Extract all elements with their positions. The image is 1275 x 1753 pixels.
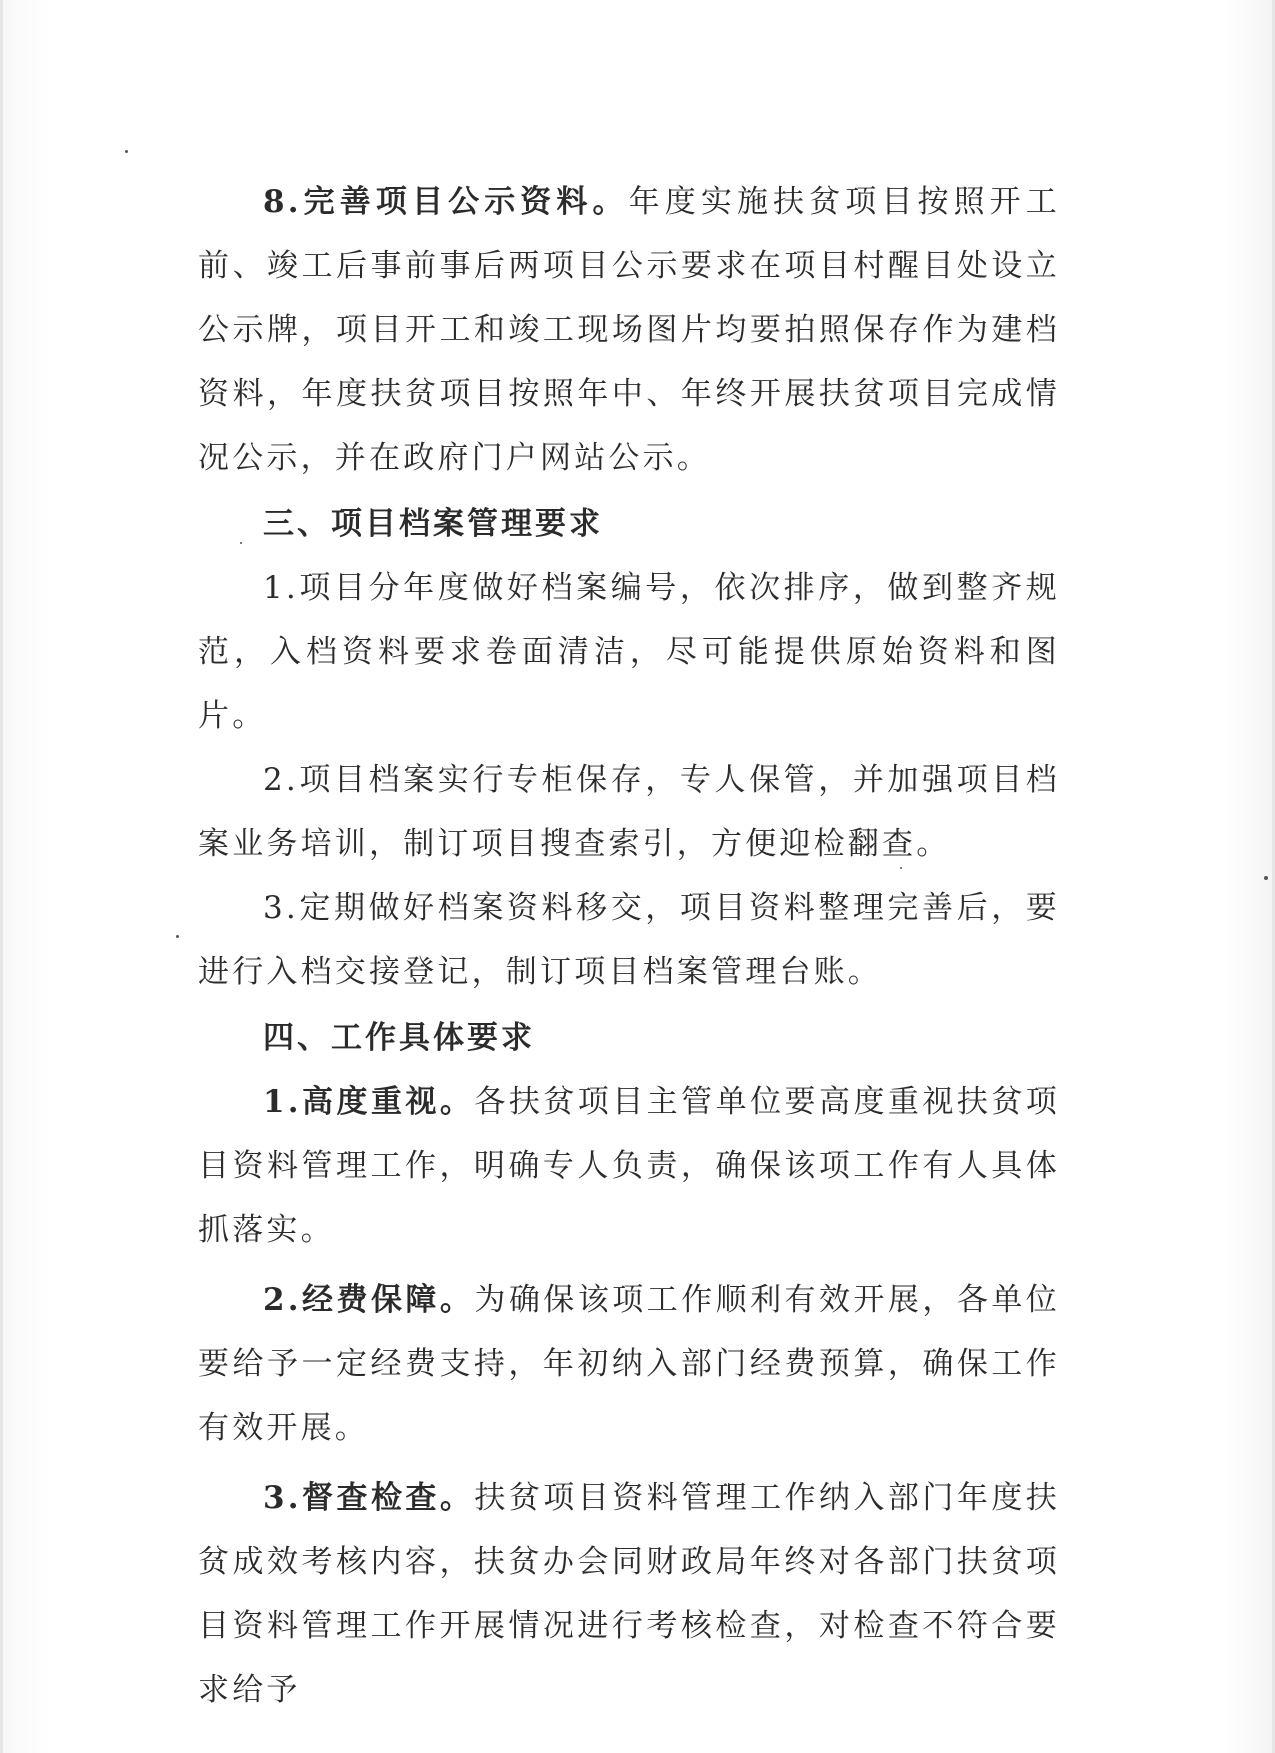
left-edge-shade — [0, 0, 3, 1753]
section-heading-3: 三、项目档案管理要求 — [263, 506, 603, 542]
scan-speck — [176, 935, 179, 938]
scan-speck — [1264, 876, 1268, 880]
paragraph-text: 为确保该项工作顺利有效开展，各单位要给予一定经费支持，年初纳入部门经费预算，确保工作有效开展。 — [198, 1282, 1060, 1446]
paragraph-text: 年度实施扶贫项目按照开工前、竣工后事前事后两项目公示要求在项目村醒目处设立公示牌，项目开工和竣工现场图片均要拍照保存作为建档资料，年度扶贫项目按照年中、年终开展扶贫项目完成情况公示，并在政府门户网站公示。 — [198, 184, 1060, 476]
scan-speck — [125, 150, 128, 153]
section-heading-4: 四、工作具体要求 — [263, 1020, 535, 1056]
paragraph-lead: 1.高度重视。 — [263, 1084, 475, 1120]
document-body — [198, 170, 1060, 1722]
paragraph-text: 扶贫项目资料管理工作纳入部门年度扶贫成效考核内容，扶贫办会同财政局年终对各部门扶贫项目资料管理工作开展情况进行考核检查，对检查不符合要求给予 — [198, 1480, 1060, 1708]
paragraph-text: 各扶贫项目主管单位要高度重视扶贫项目资料管理工作，明确专人负责，确保该项工作有人具体抓落实。 — [198, 1084, 1060, 1248]
paragraph-archive-handover: 3.定期做好档案资料移交，项目资料整理完善后，要进行入档交接登记，制订项目档案管理台账。 — [198, 890, 1060, 990]
paragraph-inspection — [198, 1466, 1060, 1722]
paragraph-archive-numbering: 1.项目分年度做好档案编号，依次排序，做到整齐规范，入档资料要求卷面清洁，尽可能提供原始资料和图片。 — [198, 570, 1060, 734]
paragraph-lead: 8.完善项目公示资料。 — [263, 184, 629, 220]
paragraph-publicity-materials — [198, 170, 1060, 490]
paragraph-lead: 3.督查检查。 — [263, 1480, 475, 1516]
paragraph-funding — [198, 1268, 1060, 1460]
paragraph-attention — [198, 1070, 1060, 1262]
paragraph-archive-storage: 2.项目档案实行专柜保存，专人保管，并加强项目档案业务培训，制订项目搜查索引，方便迎检翻查。 — [198, 762, 1060, 862]
paragraph-lead: 2.经费保障。 — [263, 1282, 475, 1318]
